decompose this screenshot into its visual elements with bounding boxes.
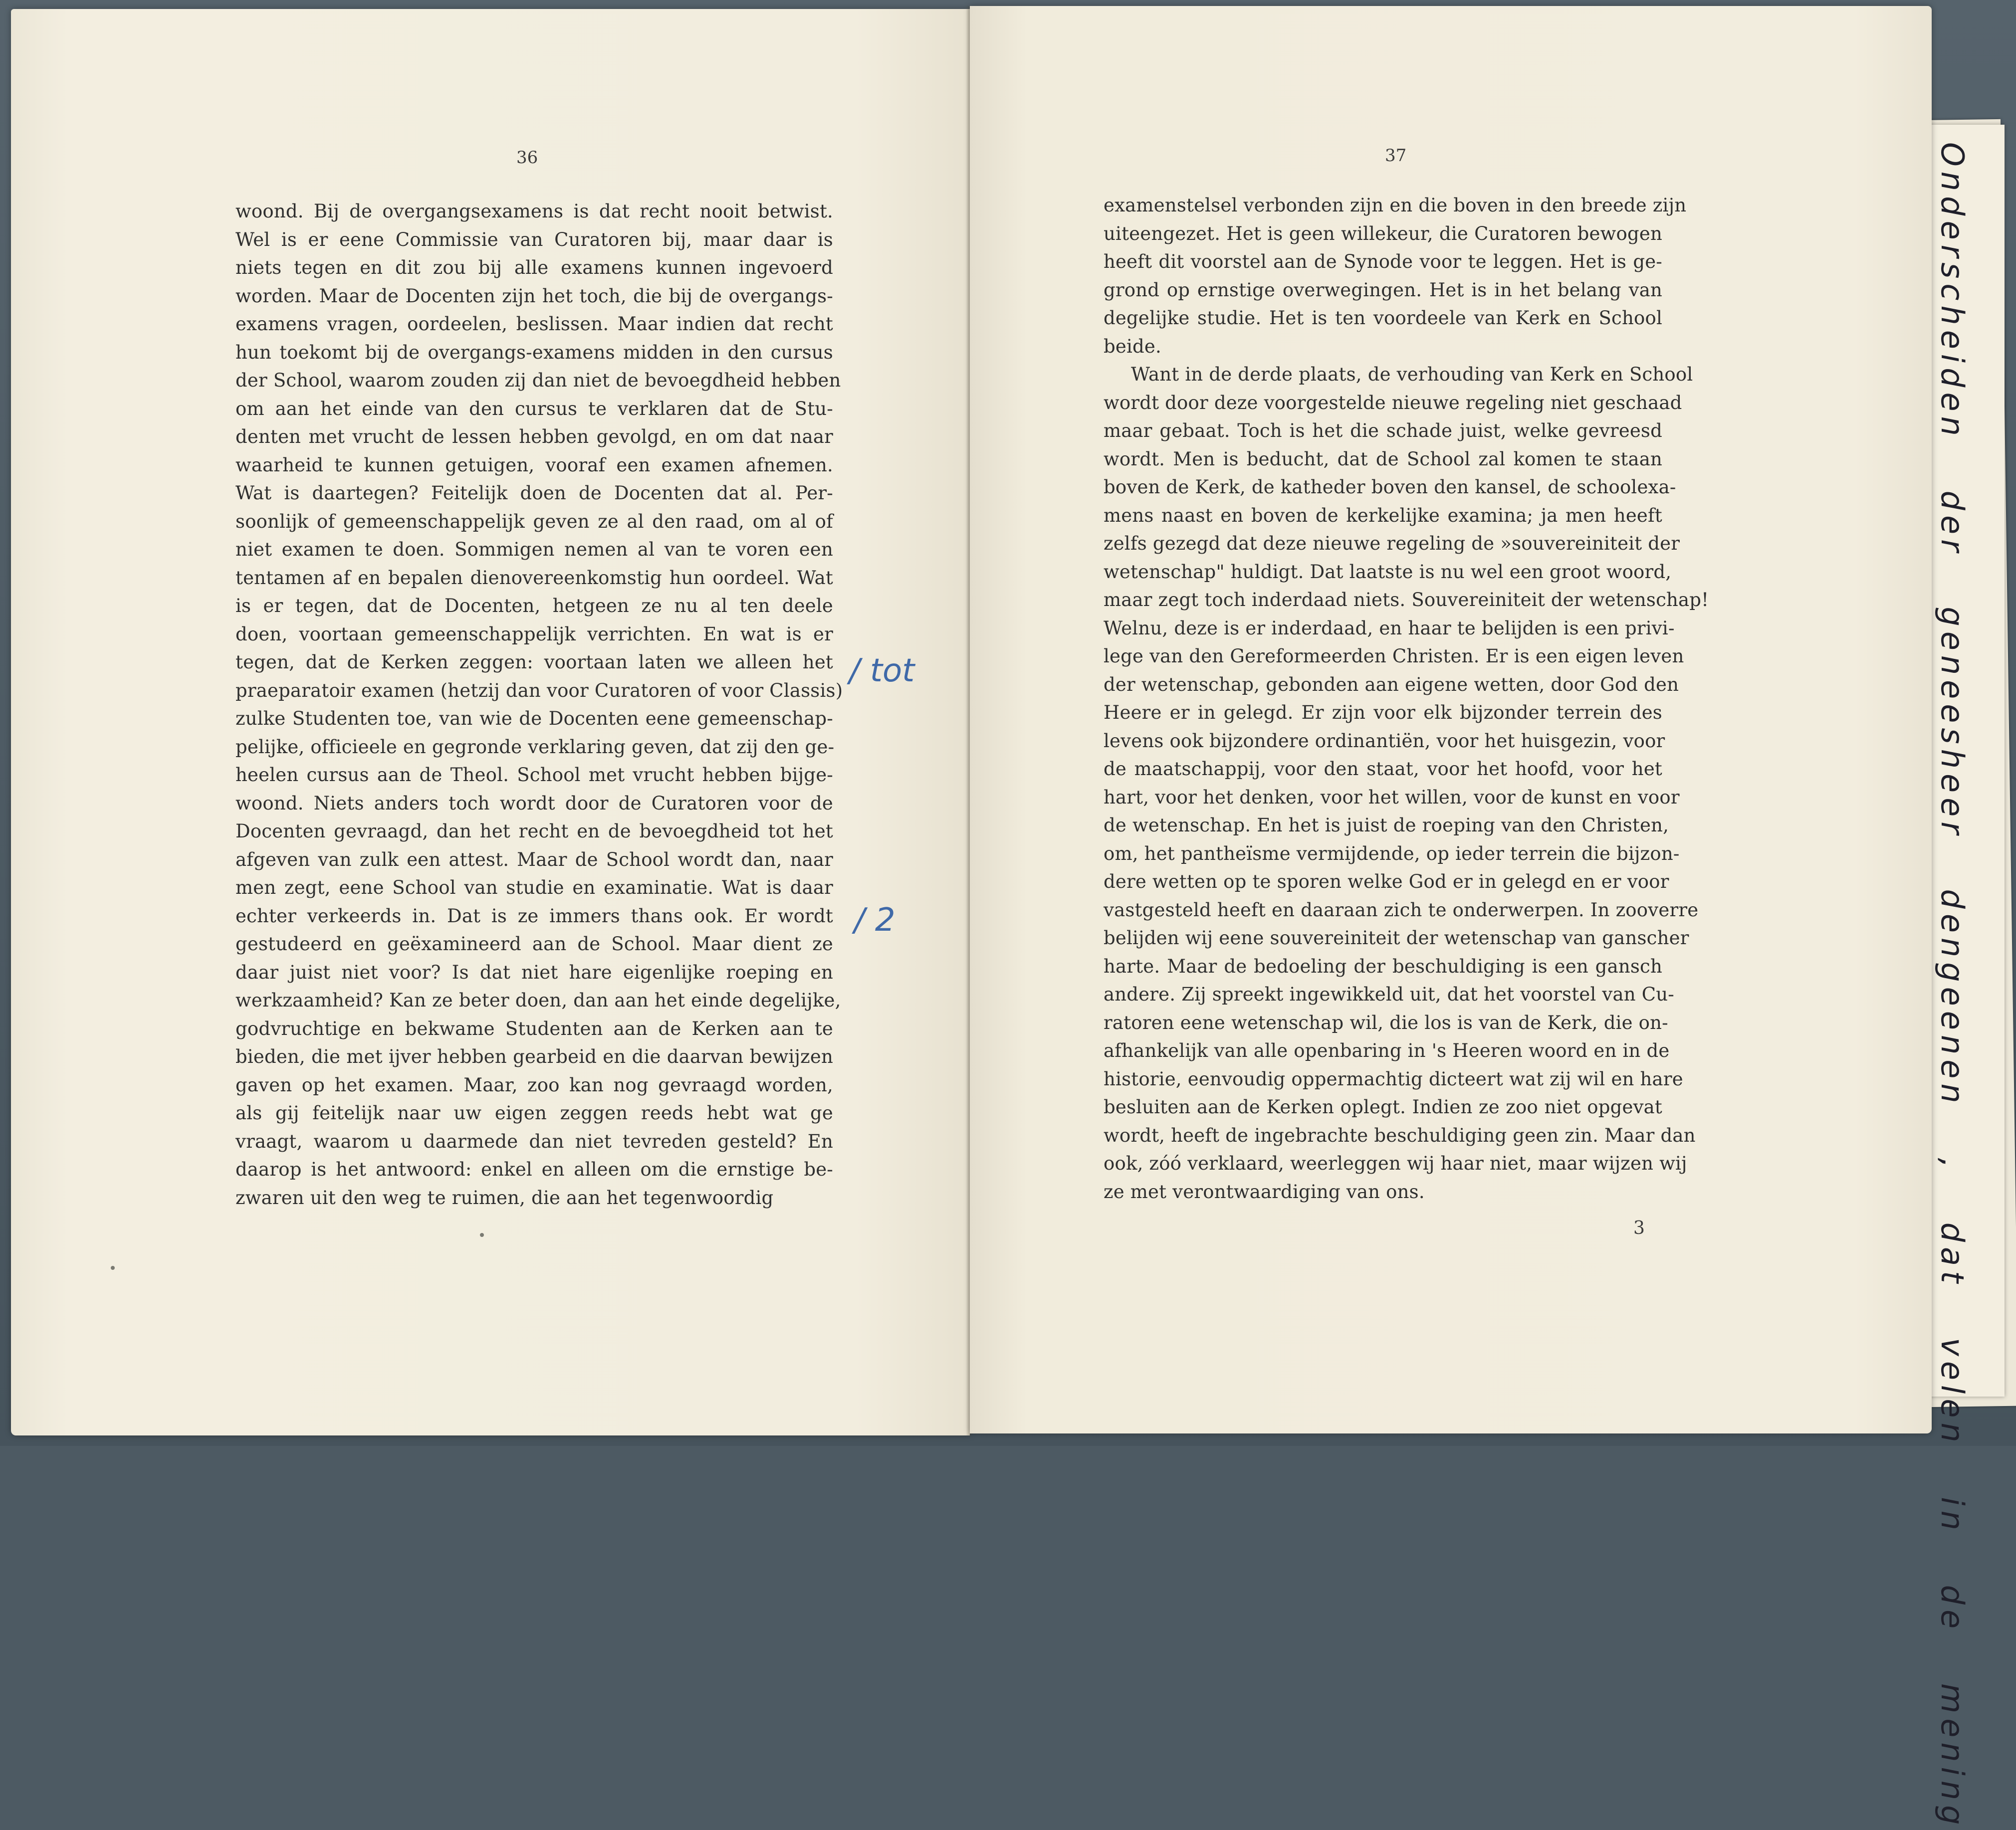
text-line: de wetenschap. En het is juist de roeping van den Christen, — [1104, 814, 1669, 836]
right-page-text — [1104, 192, 1709, 1206]
text-line: is er tegen, dat de Docenten, hetgeen ze nu al ten deele — [235, 595, 833, 616]
text-line: der School, waarom zouden zij dan niet de bevoegdheid hebben — [235, 370, 841, 391]
text-line: soonlijk of gemeenschappelijk geven ze al den raad, om al of — [235, 510, 833, 532]
text-line: Wat is daartegen? Feitelijk doen de Docenten dat al. Per- — [235, 482, 833, 504]
text-line: zwaren uit den weg te ruimen, die aan het tegenwoordig — [235, 1187, 774, 1209]
text-line: om aan het einde van den cursus te verklaren dat de Stu- — [235, 398, 833, 419]
left-page — [11, 9, 970, 1435]
text-line: wordt, heeft de ingebrachte beschuldiging geen zin. Maar dan — [1104, 1124, 1696, 1146]
text-line: heelen cursus aan de Theol. School met vrucht hebben bijge- — [235, 764, 833, 786]
text-line: afhankelijk van alle openbaring in 's Heeren woord en in de — [1104, 1040, 1670, 1061]
text-line: Welnu, deze is er inderdaad, en haar te belijden is een privi- — [1104, 617, 1675, 639]
text-line: woond. Bij de overgangsexamens is dat recht nooit betwist. — [235, 201, 833, 222]
text-line: levens ook bijzondere ordinantiën, voor het huisgezin, voor — [1104, 730, 1665, 752]
text-line: tegen, dat de Kerken zeggen: voortaan laten we alleen het — [235, 651, 833, 673]
text-line: afgeven van zulk een attest. Maar de School wordt dan, naar — [235, 848, 833, 870]
text-line: niets tegen en dit zou bij alle examens kunnen ingevoerd — [235, 257, 833, 278]
text-line: hun toekomt bij de overgangs-examens midden in den cursus — [235, 341, 833, 363]
text-line: daar juist niet voor? Is dat niet hare eigenlijke roeping en — [235, 961, 833, 983]
text-line: werkzaamheid? Kan ze beter doen, dan aan het einde degelijke, — [235, 990, 841, 1011]
text-line: wordt. Men is beducht, dat de School zal komen te staan — [1104, 448, 1662, 470]
text-line: der wetenschap, gebonden aan eigene wetten, door God den — [1104, 673, 1679, 695]
text-line: grond op ernstige overwegingen. Het is in het belang van — [1104, 279, 1662, 301]
text-line: wetenschap" huldigt. Dat laatste is nu wel een groot woord, — [1104, 561, 1672, 583]
text-line: lege van den Gereformeerden Christen. Er is een eigen leven — [1104, 645, 1684, 667]
text-line: beide. — [1104, 335, 1161, 357]
text-line: praeparatoir examen (hetzij dan voor Curatoren of voor Classis) — [235, 679, 843, 701]
text-line: mens naast en boven de kerkelijke examina; ja men heeft — [1104, 504, 1662, 526]
text-line: historie, eenvoudig oppermachtig dicteert wat zij wil en hare — [1104, 1068, 1683, 1090]
text-line: Docenten gevraagd, dan het recht en de bevoegdheid tot het — [235, 820, 833, 842]
text-line: Heere er in gelegd. Er zijn voor elk bijzonder terrein des — [1104, 702, 1662, 723]
text-line: degelijke studie. Het is ten voordeele van Kerk en School — [1104, 307, 1662, 329]
text-line: besluiten aan de Kerken oplegt. Indien ze zoo niet opgevat — [1104, 1096, 1662, 1118]
paper-speck — [111, 1266, 115, 1270]
text-line: examenstelsel verbonden zijn en die boven in den breede zijn — [1104, 195, 1687, 216]
margin-note-2: / 2 — [854, 902, 896, 939]
text-line: als gij feitelijk naar uw eigen zeggen reeds hebt wat ge — [235, 1102, 833, 1124]
text-line: waarheid te kunnen getuigen, vooraf een examen afnemen. — [235, 454, 833, 476]
text-line: tentamen af en bepalen dienovereenkomstig hun oordeel. Wat — [235, 567, 833, 589]
text-line: belijden wij eene souvereiniteit der wetenschap van ganscher — [1104, 927, 1689, 949]
text-line: gestudeerd en geëxamineerd aan de School. Maar dient ze — [235, 933, 833, 955]
text-line: denten met vrucht de lessen hebben gevolgd, en om dat naar — [235, 426, 833, 447]
text-line: de maatschappij, voor den staat, voor het hoofd, voor het — [1104, 758, 1662, 780]
text-line: echter verkeerds in. Dat is ze immers thans ook. Er wordt — [235, 905, 833, 927]
text-line: doen, voortaan gemeenschappelijk verrichten. En wat is er — [235, 623, 833, 645]
text-line: Wel is er eene Commissie van Curatoren bij, maar daar is — [235, 228, 833, 250]
text-line: woond. Niets anders toch wordt door de Curatoren voor de — [235, 792, 833, 814]
slip-handwriting — [1934, 142, 1981, 1830]
text-line: ze met verontwaardiging van ons. — [1104, 1181, 1425, 1203]
text-line: worden. Maar de Docenten zijn het toch, die bij de overgangs- — [235, 285, 833, 307]
text-line: daarop is het antwoord: enkel en alleen om die ernstige be- — [235, 1159, 833, 1180]
text-line: uiteengezet. Het is geen willekeur, die Curatoren bewogen — [1104, 222, 1662, 244]
slip-handwriting-text: Onderscheiden der geneesheer dengeenen , dat velen in de mening — [1934, 142, 1971, 1830]
text-line: bieden, die met ijver hebben gearbeid en die daarvan bewijzen — [235, 1046, 833, 1067]
text-line: zulke Studenten toe, van wie de Docenten eene gemeenschap- — [235, 708, 833, 729]
text-line: ook, zóó verklaard, weerleggen wij haar niet, maar wijzen wij — [1104, 1153, 1687, 1174]
left-page-text — [235, 198, 843, 1212]
text-line: gaven op het examen. Maar, zoo kan nog gevraagd worden, — [235, 1074, 833, 1096]
text-line: harte. Maar de bedoeling der beschuldiging is een gansch — [1104, 955, 1662, 977]
text-line: godvruchtige en bekwame Studenten aan de Kerken aan te — [235, 1017, 833, 1039]
text-line: zelfs gezegd dat deze nieuwe regeling de »souvereiniteit der — [1104, 533, 1680, 554]
right-page-number: 37 — [1385, 146, 1407, 166]
right-page — [970, 6, 1932, 1433]
text-line: Want in de derde plaats, de verhouding van Kerk en School — [1131, 364, 1693, 385]
text-line: dere wetten op te sporen welke God er in gelegd en er voor — [1104, 871, 1669, 892]
text-line: niet examen te doen. Sommigen nemen al van te voren een — [235, 539, 833, 560]
text-line: maar gebaat. Toch is het die schade juist, welke gevreesd — [1104, 420, 1662, 441]
left-page-number: 36 — [516, 148, 538, 168]
text-line: vastgesteld heeft en daaraan zich te onderwerpen. In zooverre — [1104, 899, 1699, 921]
signature-mark: 3 — [1633, 1218, 1645, 1238]
text-line: om, het pantheïsme vermijdende, op ieder terrein die bijzon- — [1104, 842, 1680, 864]
paper-speck — [480, 1233, 484, 1237]
text-line: men zegt, eene School van studie en examinatie. Wat is daar — [235, 877, 833, 898]
text-line: andere. Zij spreekt ingewikkeld uit, dat het voorstel van Cu- — [1104, 984, 1674, 1005]
text-line: boven de Kerk, de katheder boven den kansel, de schoolexa- — [1104, 476, 1676, 498]
text-line: maar zegt toch inderdaad niets. Souvereiniteit der wetenschap! — [1104, 589, 1709, 610]
text-line: examens vragen, oordeelen, beslissen. Maar indien dat recht — [235, 313, 833, 335]
text-line: wordt door deze voorgestelde nieuwe regeling niet geschaad — [1104, 392, 1682, 413]
text-line: ratoren eene wetenschap wil, die los is van de Kerk, die on- — [1104, 1012, 1668, 1033]
text-line: vraagt, waarom u daarmede dan niet tevreden gesteld? En — [235, 1130, 833, 1152]
text-line: pelijke, officieele en gegronde verklaring geven, dat zij den ge- — [235, 736, 835, 758]
text-line: heeft dit voorstel aan de Synode voor te leggen. Het is ge- — [1104, 251, 1662, 272]
margin-note-tot: / tot — [849, 652, 915, 689]
text-line: hart, voor het denken, voor het willen, voor de kunst en voor — [1104, 786, 1680, 808]
